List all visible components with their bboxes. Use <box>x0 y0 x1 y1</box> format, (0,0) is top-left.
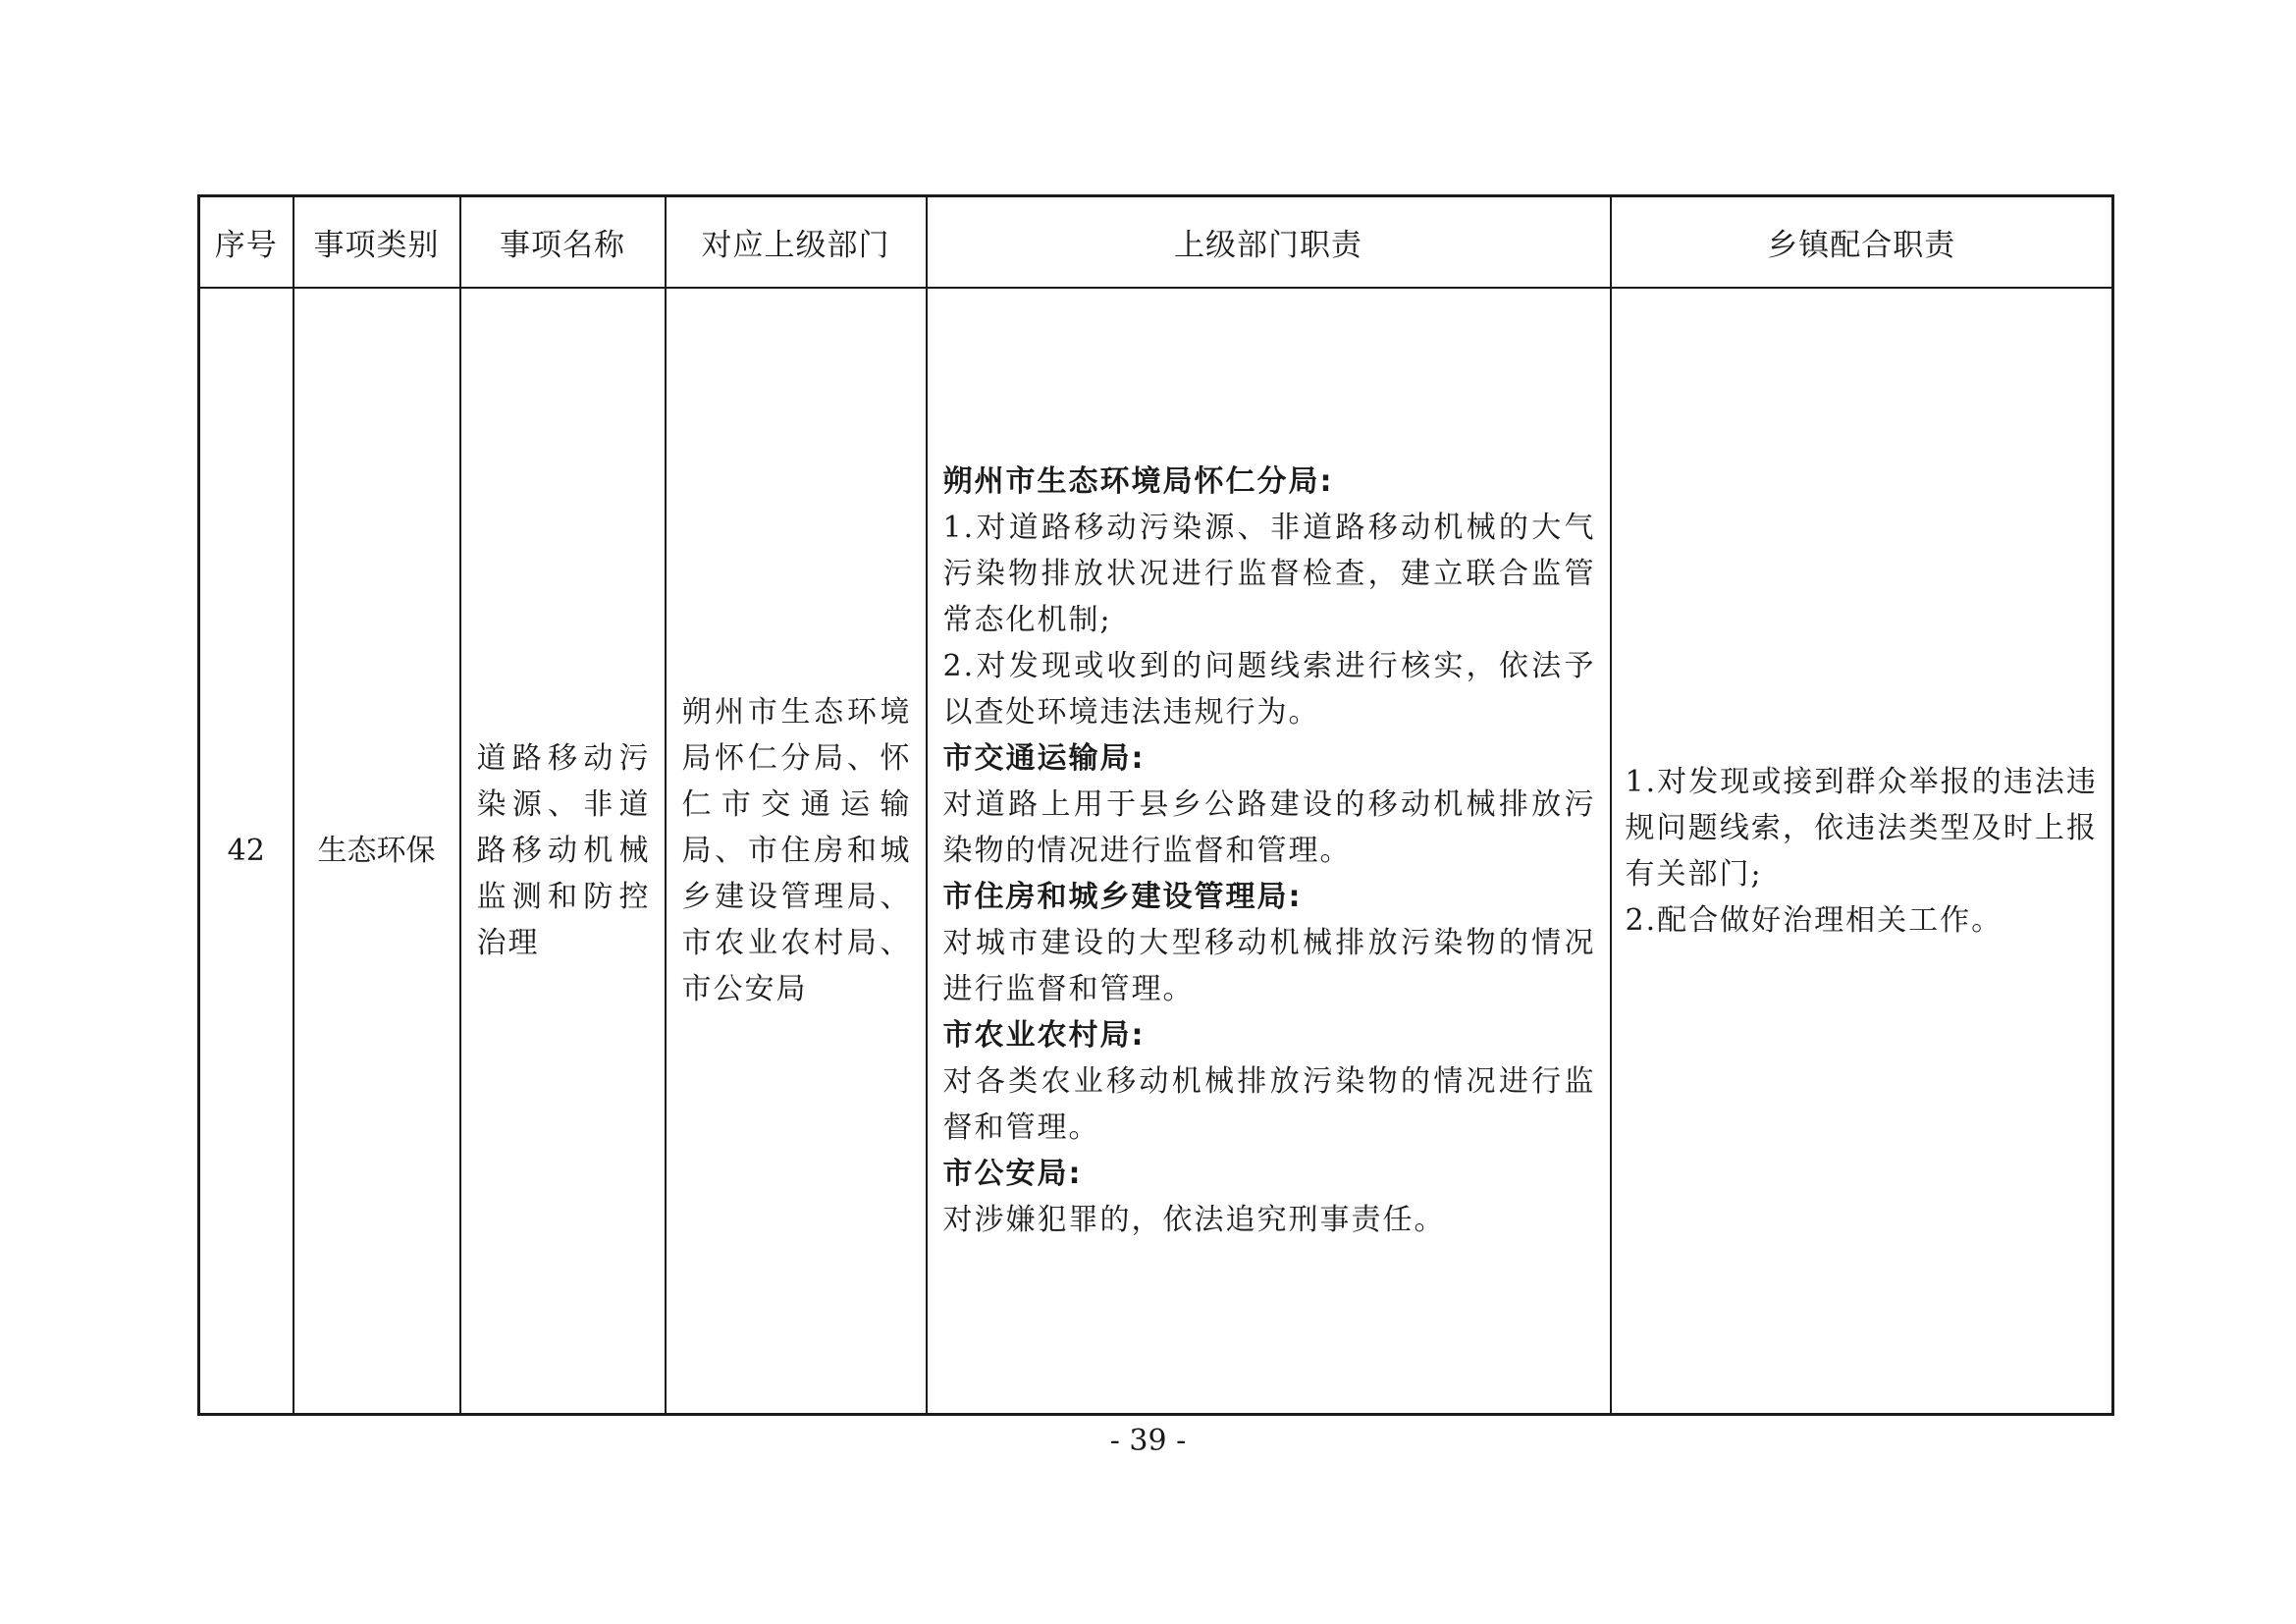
resp-duty: 2.对发现或收到的问题线索进行核实，依法予以查处环境违法违规行为。 <box>942 649 1596 730</box>
resp-duty: 对道路上用于县乡公路建设的移动机械排放污染物的情况进行监督和管理。 <box>942 787 1596 868</box>
header-item-name: 事项名称 <box>460 196 666 289</box>
resp-dept-title: 市公安局: <box>942 1157 1083 1191</box>
header-responsibilities: 上级部门职责 <box>927 196 1611 289</box>
cell-responsibilities <box>927 288 1611 1415</box>
page-number: - 39 - <box>1109 1424 1187 1458</box>
table-row <box>199 288 2113 1415</box>
resp-duty: 对城市建设的大型移动机械排放污染物的情况进行监督和管理。 <box>942 926 1596 1006</box>
header-seq: 序号 <box>199 196 294 289</box>
resp-dept-title: 市农业农村局: <box>942 1018 1146 1053</box>
resp-duty: 对各类农业移动机械排放污染物的情况进行监督和管理。 <box>942 1064 1596 1145</box>
table-header-row <box>199 196 2113 289</box>
cell-item-name <box>460 288 666 1415</box>
township-duty: 2.配合做好治理相关工作。 <box>1625 902 2003 938</box>
resp-dept-title: 市住房和城乡建设管理局: <box>942 880 1303 914</box>
township-duty: 1.对发现或接到群众举报的违法违规问题线索，依违法类型及时上报有关部门; <box>1625 764 2098 892</box>
resp-duty: 对涉嫌犯罪的，依法追究刑事责任。 <box>942 1203 1446 1237</box>
header-departments: 对应上级部门 <box>666 196 927 289</box>
item-name-text: 道路移动污染源、非道路移动机械监测和防控治理 <box>476 741 651 960</box>
responsibilities-list <box>928 459 1610 1243</box>
township-duties-list <box>1612 759 2112 944</box>
departments-text: 朔州市生态环境局怀仁分局、怀仁市交通运输局、市住房和城乡建设管理局、市农业农村局、市公安局 <box>681 695 912 1006</box>
duty-table <box>197 194 2114 1416</box>
cell-category: 生态环保 <box>294 288 460 1415</box>
header-category: 事项类别 <box>294 196 460 289</box>
header-township-duties: 乡镇配合职责 <box>1611 196 2113 289</box>
cell-departments <box>666 288 927 1415</box>
cell-township-duties <box>1611 288 2113 1415</box>
resp-dept-title: 朔州市生态环境局怀仁分局: <box>942 464 1334 499</box>
resp-duty: 1.对道路移动污染源、非道路移动机械的大气污染物排放状况进行监督检查，建立联合监管常态化机制; <box>942 511 1596 637</box>
cell-seq: 42 <box>199 288 294 1415</box>
resp-dept-title: 市交通运输局: <box>942 741 1146 776</box>
